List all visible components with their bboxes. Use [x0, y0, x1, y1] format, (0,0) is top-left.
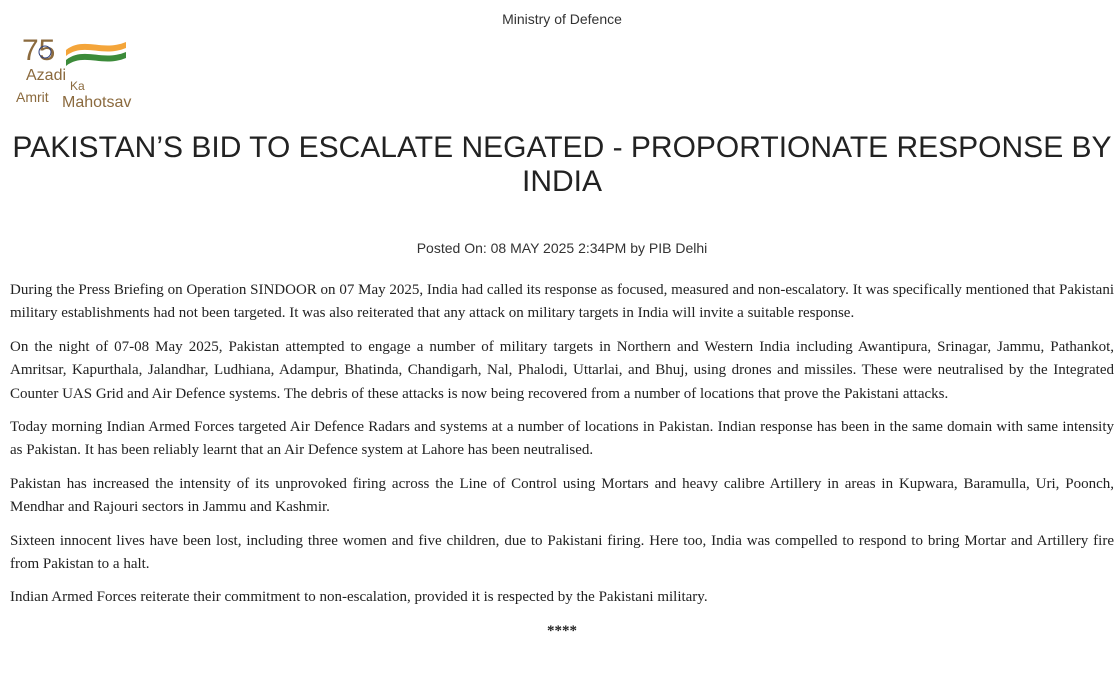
- article-body: [10, 279, 1114, 643]
- logo-line3: Mahotsav: [62, 94, 132, 111]
- article-paragraph: Sixteen innocent lives have been lost, including three women and five children, due to Pakistani firing. Here too, India was compelled to respond to bring Mortar and Artillery fire from Pakistan to a halt.: [10, 532, 1114, 573]
- posted-on-line: Posted On: 08 MAY 2025 2:34PM by PIB Delhi: [416, 240, 708, 256]
- page-title: PAKISTAN’S BID TO ESCALATE NEGATED - PROPORTIONATE RESPONSE BY INDIA: [12, 131, 1112, 198]
- logo-line2: Amrit: [16, 89, 49, 105]
- article-paragraph: Today morning Indian Armed Forces targeted Air Defence Radars and systems at a number of locations in Pakistan. Indian response has been in the same domain with same intensity as Pakistan. It has been reliably learnt that an Air Defence system at Lahore has been neutralised.: [10, 419, 1114, 459]
- azadi-ka-amrit-mahotsav-logo: [14, 30, 164, 112]
- logo-line1: Azadi: [26, 67, 67, 84]
- logo-line1-small: Ka: [70, 79, 85, 93]
- article-paragraph: Pakistan has increased the intensity of its unprovoked firing across the Line of Control using Mortars and heavy calibre Artillery in areas in Kupwara, Baramulla, Uri, Poonch, Mendhar and Rajouri sectors in Jammu and Kashmir.: [10, 475, 1114, 516]
- article-paragraph: Indian Armed Forces reiterate their commitment to non-escalation, provided it is respected by the Pakistani military.: [10, 589, 708, 606]
- logo-graphic: [14, 30, 164, 112]
- flag-saffron-stripe: [66, 42, 126, 56]
- end-mark: ****: [547, 622, 577, 639]
- article-paragraph: During the Press Briefing on Operation SINDOOR on 07 May 2025, India had called its response as focused, measured and non-escalatory. It was specifically mentioned that Pakistani military establishments had not been targeted. It was also reiterated that any attack on military targets in India will invite a suitable response.: [10, 282, 1114, 322]
- flag-green-stripe: [66, 52, 126, 66]
- article-paragraph: On the night of 07-08 May 2025, Pakistan attempted to engage a number of military targets in Northern and Western India including Awantipura, Srinagar, Jammu, Pathankot, Amritsar, Kapurthala, Jalandhar, Ludhiana, Adampur, Bhatinda, Chandigarh, Nal, Phalodi, Uttarlai, and Bhuj, using drones and missiles. These were neutralised by the Integrated Counter UAS Grid and Air Defence systems. The debris of these attacks is now being recovered from a number of locations that prove the Pakistani attacks.: [10, 338, 1114, 402]
- logo-numeral: 75: [22, 34, 56, 67]
- ministry-name: Ministry of Defence: [502, 11, 622, 27]
